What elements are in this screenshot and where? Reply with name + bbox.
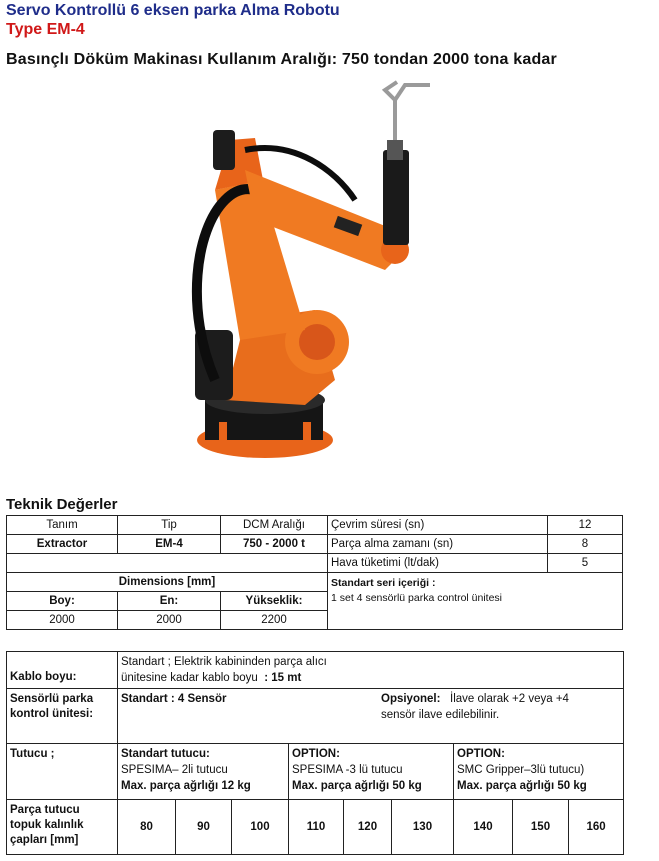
air-consumption-label: Hava tüketimi (lt/dak) — [328, 554, 548, 573]
cycle-time-value: 12 — [548, 516, 623, 535]
dim-value-boy: 2000 — [7, 611, 118, 630]
gripper-option-2 — [454, 744, 624, 800]
specs-table — [6, 515, 623, 630]
gripper-1-title: OPTION: — [292, 748, 340, 760]
value-tanim: Extractor — [7, 535, 118, 554]
sensor-cell — [118, 689, 624, 744]
cable-label: Kablo boyu: — [7, 652, 118, 689]
dim-header-boy: Boy: — [7, 592, 118, 611]
gripper-2-name: SMC Gripper–3lü tutucu) — [457, 764, 585, 776]
value-dcm: 750 - 2000 t — [221, 535, 328, 554]
robot-image — [185, 80, 450, 480]
header-tip: Tip — [118, 516, 221, 535]
diameter-0: 80 — [118, 800, 176, 855]
sensor-standard: Standart : 4 Sensör — [121, 693, 227, 705]
header-dcm: DCM Aralığı — [221, 516, 328, 535]
sensor-option-text-1: İlave olarak +2 veya +4 — [450, 693, 569, 705]
cable-text-2: ünitesine kadar kablo boyu — [121, 672, 258, 684]
gripper-2-title: OPTION: — [457, 748, 505, 760]
dimensions-title: Dimensions [mm] — [7, 573, 328, 592]
empty-cell — [7, 554, 328, 573]
sensor-label: Sensörlü parka kontrol ünitesi: — [7, 689, 118, 744]
pick-time-label: Parça alma zamanı (sn) — [328, 535, 548, 554]
gripper-standard — [118, 744, 289, 800]
gripper-0-name: SPESIMA– 2li tutucu — [121, 764, 228, 776]
gripper-0-weight: Max. parça ağrlığı 12 kg — [121, 780, 251, 792]
gripper-1-name: SPESIMA -3 lü tutucu — [292, 764, 403, 776]
gripper-1-weight: Max. parça ağrlığı 50 kg — [292, 780, 422, 792]
section-title: Teknik Değerler — [6, 496, 118, 513]
dim-value-height: 2200 — [221, 611, 328, 630]
diameter-3: 110 — [289, 800, 344, 855]
value-tip: EM-4 — [118, 535, 221, 554]
gripper-2-weight: Max. parça ağrlığı 50 kg — [457, 780, 587, 792]
diameter-2: 100 — [232, 800, 289, 855]
dim-value-en: 2000 — [118, 611, 221, 630]
standard-content — [328, 573, 623, 630]
page-title: Servo Kontrollü 6 eksen parka Alma Robotu — [6, 2, 340, 19]
standard-title: Standart seri içeriği : — [331, 577, 436, 589]
cycle-time-label: Çevrim süresi (sn) — [328, 516, 548, 535]
page-subtitle: Basınçlı Döküm Makinası Kullanım Aralığı: 750 tondan 2000 tona kadar — [6, 51, 557, 68]
details-table — [6, 651, 624, 855]
cable-value: : 15 mt — [264, 672, 302, 684]
dim-header-en: En: — [118, 592, 221, 611]
cable-cell — [118, 652, 624, 689]
sensor-option — [381, 691, 621, 723]
sensor-option-text-2: sensör ilave edilebilinir. — [381, 709, 500, 721]
diameter-8: 160 — [569, 800, 624, 855]
header-tanim: Tanım — [7, 516, 118, 535]
cable-text-1: Standart ; Elektrik kabininden parça alıcı — [121, 656, 327, 668]
diameter-6: 140 — [454, 800, 513, 855]
cable-text-2-wrap — [121, 670, 620, 686]
standard-text: 1 set 4 sensörlü parka control ünitesi — [331, 592, 503, 604]
pick-time-value: 8 — [548, 535, 623, 554]
diameter-5: 130 — [392, 800, 454, 855]
gripper-0-title: Standart tutucu: — [121, 748, 210, 760]
gripper-label: Tutucu ; — [7, 744, 118, 800]
gripper-option-1 — [289, 744, 454, 800]
diameter-7: 150 — [513, 800, 569, 855]
diameter-1: 90 — [176, 800, 232, 855]
diameter-label: Parça tutucu topuk kalınlık çapları [mm] — [7, 800, 118, 855]
air-consumption-value: 5 — [548, 554, 623, 573]
model-type: Type EM-4 — [6, 21, 85, 38]
diameter-4: 120 — [344, 800, 392, 855]
dim-header-height: Yükseklik: — [221, 592, 328, 611]
sensor-option-label: Opsiyonel: — [381, 693, 441, 705]
